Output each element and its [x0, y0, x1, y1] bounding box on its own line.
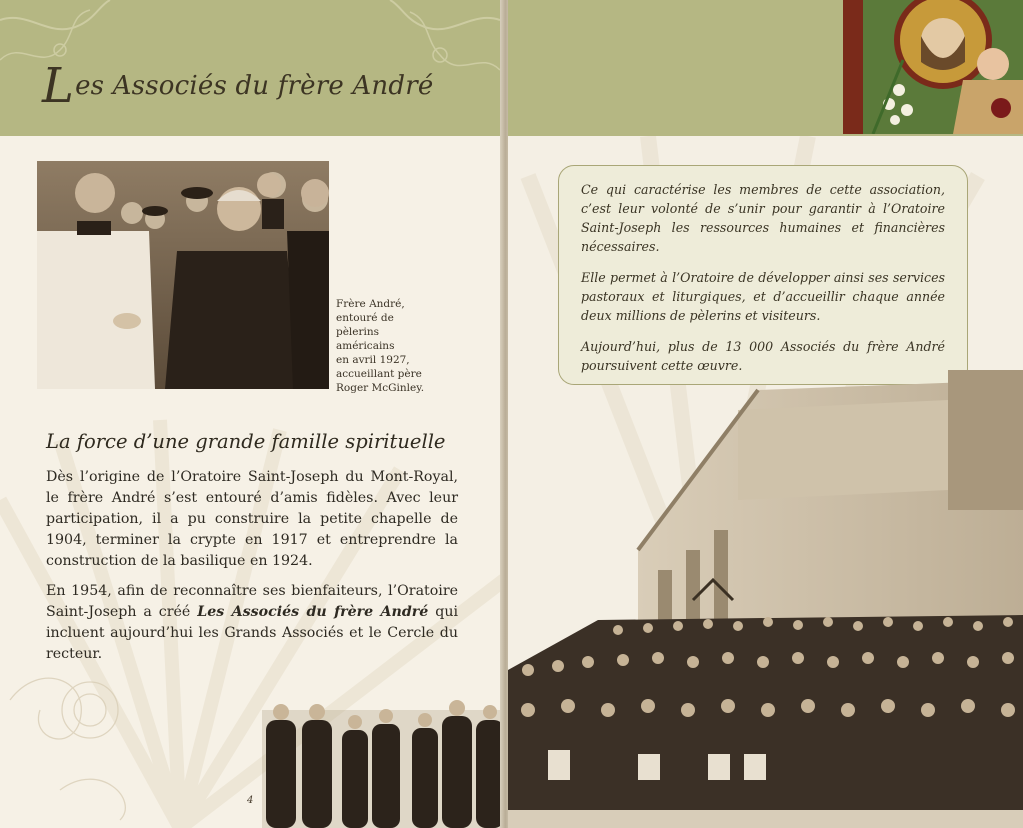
photo-caption	[336, 297, 426, 395]
caption-line: accueillant père	[336, 368, 422, 380]
caption-line: entouré de	[336, 312, 394, 324]
info-paragraph: Aujourd’hui, plus de 13 000 Associés du frère André poursuivent cette œuvre.	[581, 339, 945, 373]
caption-line: américains	[336, 340, 395, 352]
stained-glass-image	[843, 0, 1023, 134]
info-paragraph: Ce qui caractérise les membres de cette association, c’est leur volonté de s’unir pour garantir à l’Oratoire Saint-Joseph les ressources humaines et financières nécessaires.	[581, 182, 945, 254]
info-paragraph: Elle permet à l’Oratoire de développer ainsi ses services pastoraux et liturgiques, et d’accueillir chaque année deux millions de pèlerins et visiteurs.	[581, 270, 945, 323]
paragraph-2-before: En 1954, afin de reconnaître ses bienfaiteurs, l’Oratoire Saint-Joseph a créé	[46, 583, 458, 620]
section-subtitle: La force d’une grande famille spirituelle	[46, 430, 446, 453]
page-title	[42, 58, 434, 114]
left-page	[0, 0, 504, 828]
page-number: 4	[247, 795, 254, 806]
photo-frere-andre	[37, 161, 329, 389]
title-rest: es Associés du frère André	[75, 71, 434, 101]
info-box	[558, 165, 968, 385]
paragraph-2-after: qui incluent aujourd’hui les Grands Associés et le Cercle du recteur.	[46, 604, 458, 662]
caption-line: Frère André,	[336, 298, 405, 310]
paragraph-2	[46, 581, 458, 665]
paragraph-1	[46, 467, 458, 572]
title-initial: L	[42, 58, 75, 114]
caption-line: en avril 1927,	[336, 354, 410, 366]
historical-crowd-photo	[508, 370, 1023, 828]
caption-line: Roger McGinley.	[336, 382, 425, 394]
historical-photo	[37, 161, 329, 389]
stained-glass-icon	[843, 0, 1023, 134]
right-page	[508, 0, 1023, 828]
caption-line: pèlerins	[336, 326, 380, 338]
photo-pilgrims-crowd	[508, 370, 1023, 828]
association-name: Les Associés du frère André	[197, 604, 429, 620]
paragraph-1-text: Dès l’origine de l’Oratoire Saint-Joseph du Mont-Royal, le frère André s’est entouré d’amis fidèles. Avec leur participation, il a pu construire la petite chapelle de 1904, terminer la crypte en 1917 et entreprendre la construction de la basilique en 1924.	[46, 469, 458, 569]
crowd-photo-left	[262, 690, 504, 828]
